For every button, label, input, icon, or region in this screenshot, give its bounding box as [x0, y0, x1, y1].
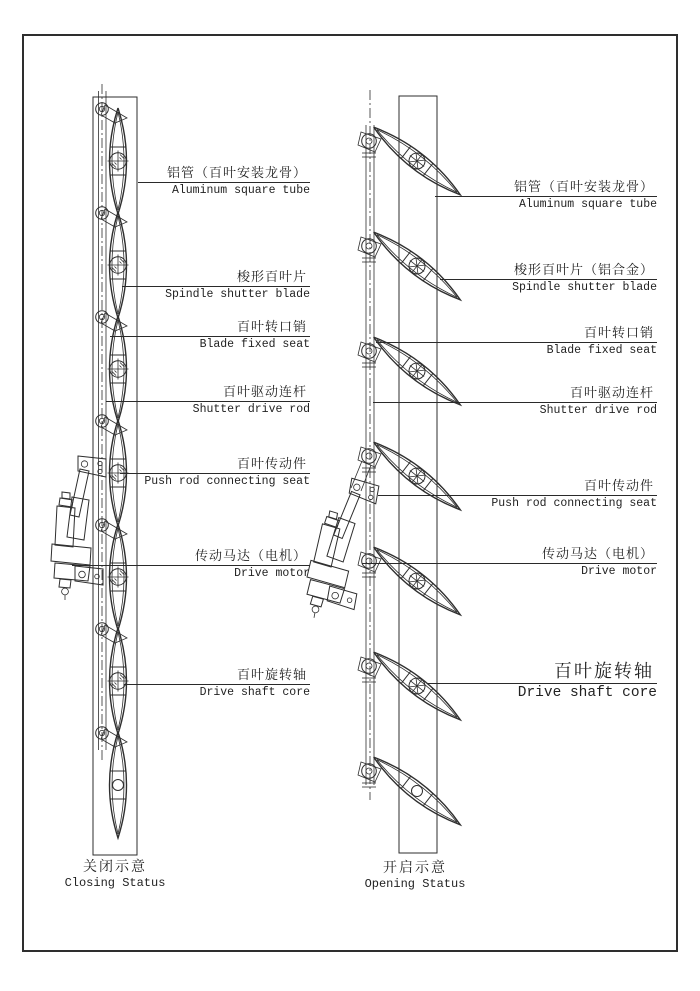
label-right-drive-motor: [362, 546, 657, 579]
label-right-connecting-seat: [378, 478, 657, 511]
label-en: Spindle shutter blade: [512, 281, 657, 294]
right-pivots: [358, 132, 381, 787]
label-cn: 百叶驱动连杆: [373, 385, 657, 403]
label-left-drive-rod: [106, 384, 310, 417]
label-en: Blade fixed seat: [199, 338, 310, 351]
right-bottom-blade-pin: [409, 783, 424, 798]
label-cn: 百叶转口销: [376, 325, 657, 343]
label-en: Spindle shutter blade: [165, 288, 310, 301]
label-cn: 铝管（百叶安装龙骨）: [435, 179, 657, 197]
caption-en: Closing Status: [64, 876, 166, 890]
label-en: Drive motor: [581, 565, 657, 578]
label-en: Blade fixed seat: [546, 344, 657, 357]
right-drive-rod: [366, 90, 374, 800]
label-right-drive-rod: [373, 385, 657, 418]
label-right-blade-fixed-seat: [376, 325, 657, 358]
label-en: Drive motor: [234, 567, 310, 580]
label-left-aluminum-tube: [138, 165, 310, 198]
left-bottom-blade-pin: [113, 780, 124, 791]
label-left-drive-motor: [72, 548, 310, 581]
label-cn: 铝管（百叶安装龙骨）: [138, 165, 310, 183]
label-left-drive-shaft-core: [124, 667, 310, 700]
label-right-spindle-blade: [440, 262, 657, 295]
label-cn: 百叶旋转轴: [124, 667, 310, 685]
label-right-drive-shaft-core: [427, 660, 657, 702]
caption-cn: 关闭示意: [83, 860, 147, 875]
label-cn: 百叶传动件: [120, 456, 310, 474]
label-cn: 百叶传动件: [378, 478, 657, 496]
caption-opening-status: [330, 860, 500, 892]
label-cn: 百叶旋转轴: [427, 660, 657, 684]
label-en: Push rod connecting seat: [491, 497, 657, 510]
caption-cn: 开启示意: [383, 861, 447, 876]
label-en: Push rod connecting seat: [144, 475, 310, 488]
label-en: Drive shaft core: [517, 685, 657, 701]
label-left-blade-fixed-seat: [110, 319, 310, 352]
caption-en: Opening Status: [364, 877, 466, 891]
label-left-connecting-seat: [120, 456, 310, 489]
label-left-spindle-blade: [122, 269, 310, 302]
label-cn: 传动马达（电机）: [72, 548, 310, 566]
label-en: Shutter drive rod: [192, 403, 310, 416]
label-cn: 百叶转口销: [110, 319, 310, 337]
label-cn: 梭形百叶片: [122, 269, 310, 287]
label-cn: 百叶驱动连杆: [106, 384, 310, 402]
caption-closing-status: [35, 859, 195, 891]
right-blades: [368, 120, 466, 832]
label-en: Shutter drive rod: [539, 404, 657, 417]
label-cn: 梭形百叶片（铝合金）: [440, 262, 657, 280]
label-en: Drive shaft core: [199, 686, 310, 699]
label-en: Aluminum square tube: [171, 184, 310, 197]
label-en: Aluminum square tube: [518, 198, 657, 211]
label-right-aluminum-tube: [435, 179, 657, 212]
label-cn: 传动马达（电机）: [362, 546, 657, 564]
